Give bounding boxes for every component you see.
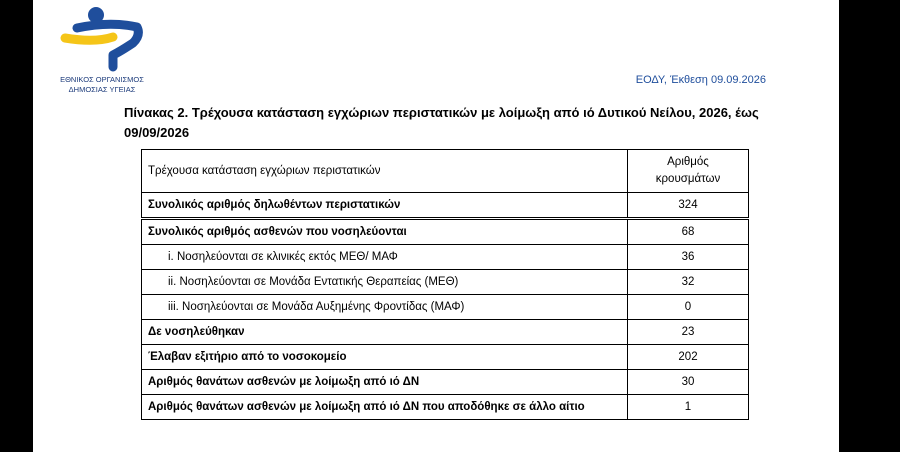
row-value: 30 <box>628 370 749 395</box>
header-label: Τρέχουσα κατάσταση εγχώριων περιστατικών <box>142 150 628 193</box>
document-page <box>33 0 839 452</box>
eody-logo <box>55 5 175 95</box>
row-label: Συνολικός αριθμός ασθενών που νοσηλεύονται <box>142 219 628 245</box>
table-row <box>142 295 749 320</box>
row-label: Έλαβαν εξιτήριο από το νοσοκομείο <box>142 345 628 370</box>
row-value: 23 <box>628 320 749 345</box>
report-meta: ΕΟΔΥ, Έκθεση 09.09.2026 <box>635 74 766 86</box>
header-value: Αριθμός κρουσμάτων <box>628 150 749 193</box>
table-row <box>142 193 749 219</box>
table-row <box>142 245 749 270</box>
row-label: i. Νοσηλεύονται σε κλινικές εκτός ΜΕΘ/ ΜΑΦ <box>142 245 628 270</box>
row-label: Συνολικός αριθμός δηλωθέντων περιστατικών <box>142 193 628 219</box>
row-value: 1 <box>628 395 749 420</box>
row-label: ii. Νοσηλεύονται σε Μονάδα Εντατικής Θεραπείας (ΜΕΘ) <box>142 270 628 295</box>
row-value: 202 <box>628 345 749 370</box>
row-label: Δε νοσηλεύθηκαν <box>142 320 628 345</box>
table-row <box>142 270 749 295</box>
row-label: Αριθμός θανάτων ασθενών με λοίμωξη από ιό ΔΝ που αποδόθηκε σε άλλο αίτιο <box>142 395 628 420</box>
table-header-row <box>142 150 749 193</box>
row-label: iii. Νοσηλεύονται σε Μονάδα Αυξημένης Φροντίδας (ΜΑΦ) <box>142 295 628 320</box>
logo-text <box>55 75 149 95</box>
logo-text-line1: ΕΘΝΙΚΟΣ ΟΡΓΑΝΙΣΜΟΣ <box>60 75 144 84</box>
table-row <box>142 320 749 345</box>
table-row <box>142 370 749 395</box>
logo-text-line2: ΔΗΜΟΣΙΑΣ ΥΓΕΙΑΣ <box>68 85 136 94</box>
table-row <box>142 395 749 420</box>
row-value: 68 <box>628 219 749 245</box>
eody-logo-icon <box>55 5 165 77</box>
table-title: Πίνακας 2. Τρέχουσα κατάσταση εγχώριων περιστατικών με λοίμωξη από ιό Δυτικού Νείλου, 2026, έως 09/09/2026 <box>124 105 759 140</box>
row-value: 324 <box>628 193 749 219</box>
row-label: Αριθμός θανάτων ασθενών με λοίμωξη από ιό ΔΝ <box>142 370 628 395</box>
table-row <box>142 219 749 245</box>
table-row <box>142 345 749 370</box>
row-value: 0 <box>628 295 749 320</box>
row-value: 32 <box>628 270 749 295</box>
cases-table <box>141 149 749 420</box>
row-value: 36 <box>628 245 749 270</box>
